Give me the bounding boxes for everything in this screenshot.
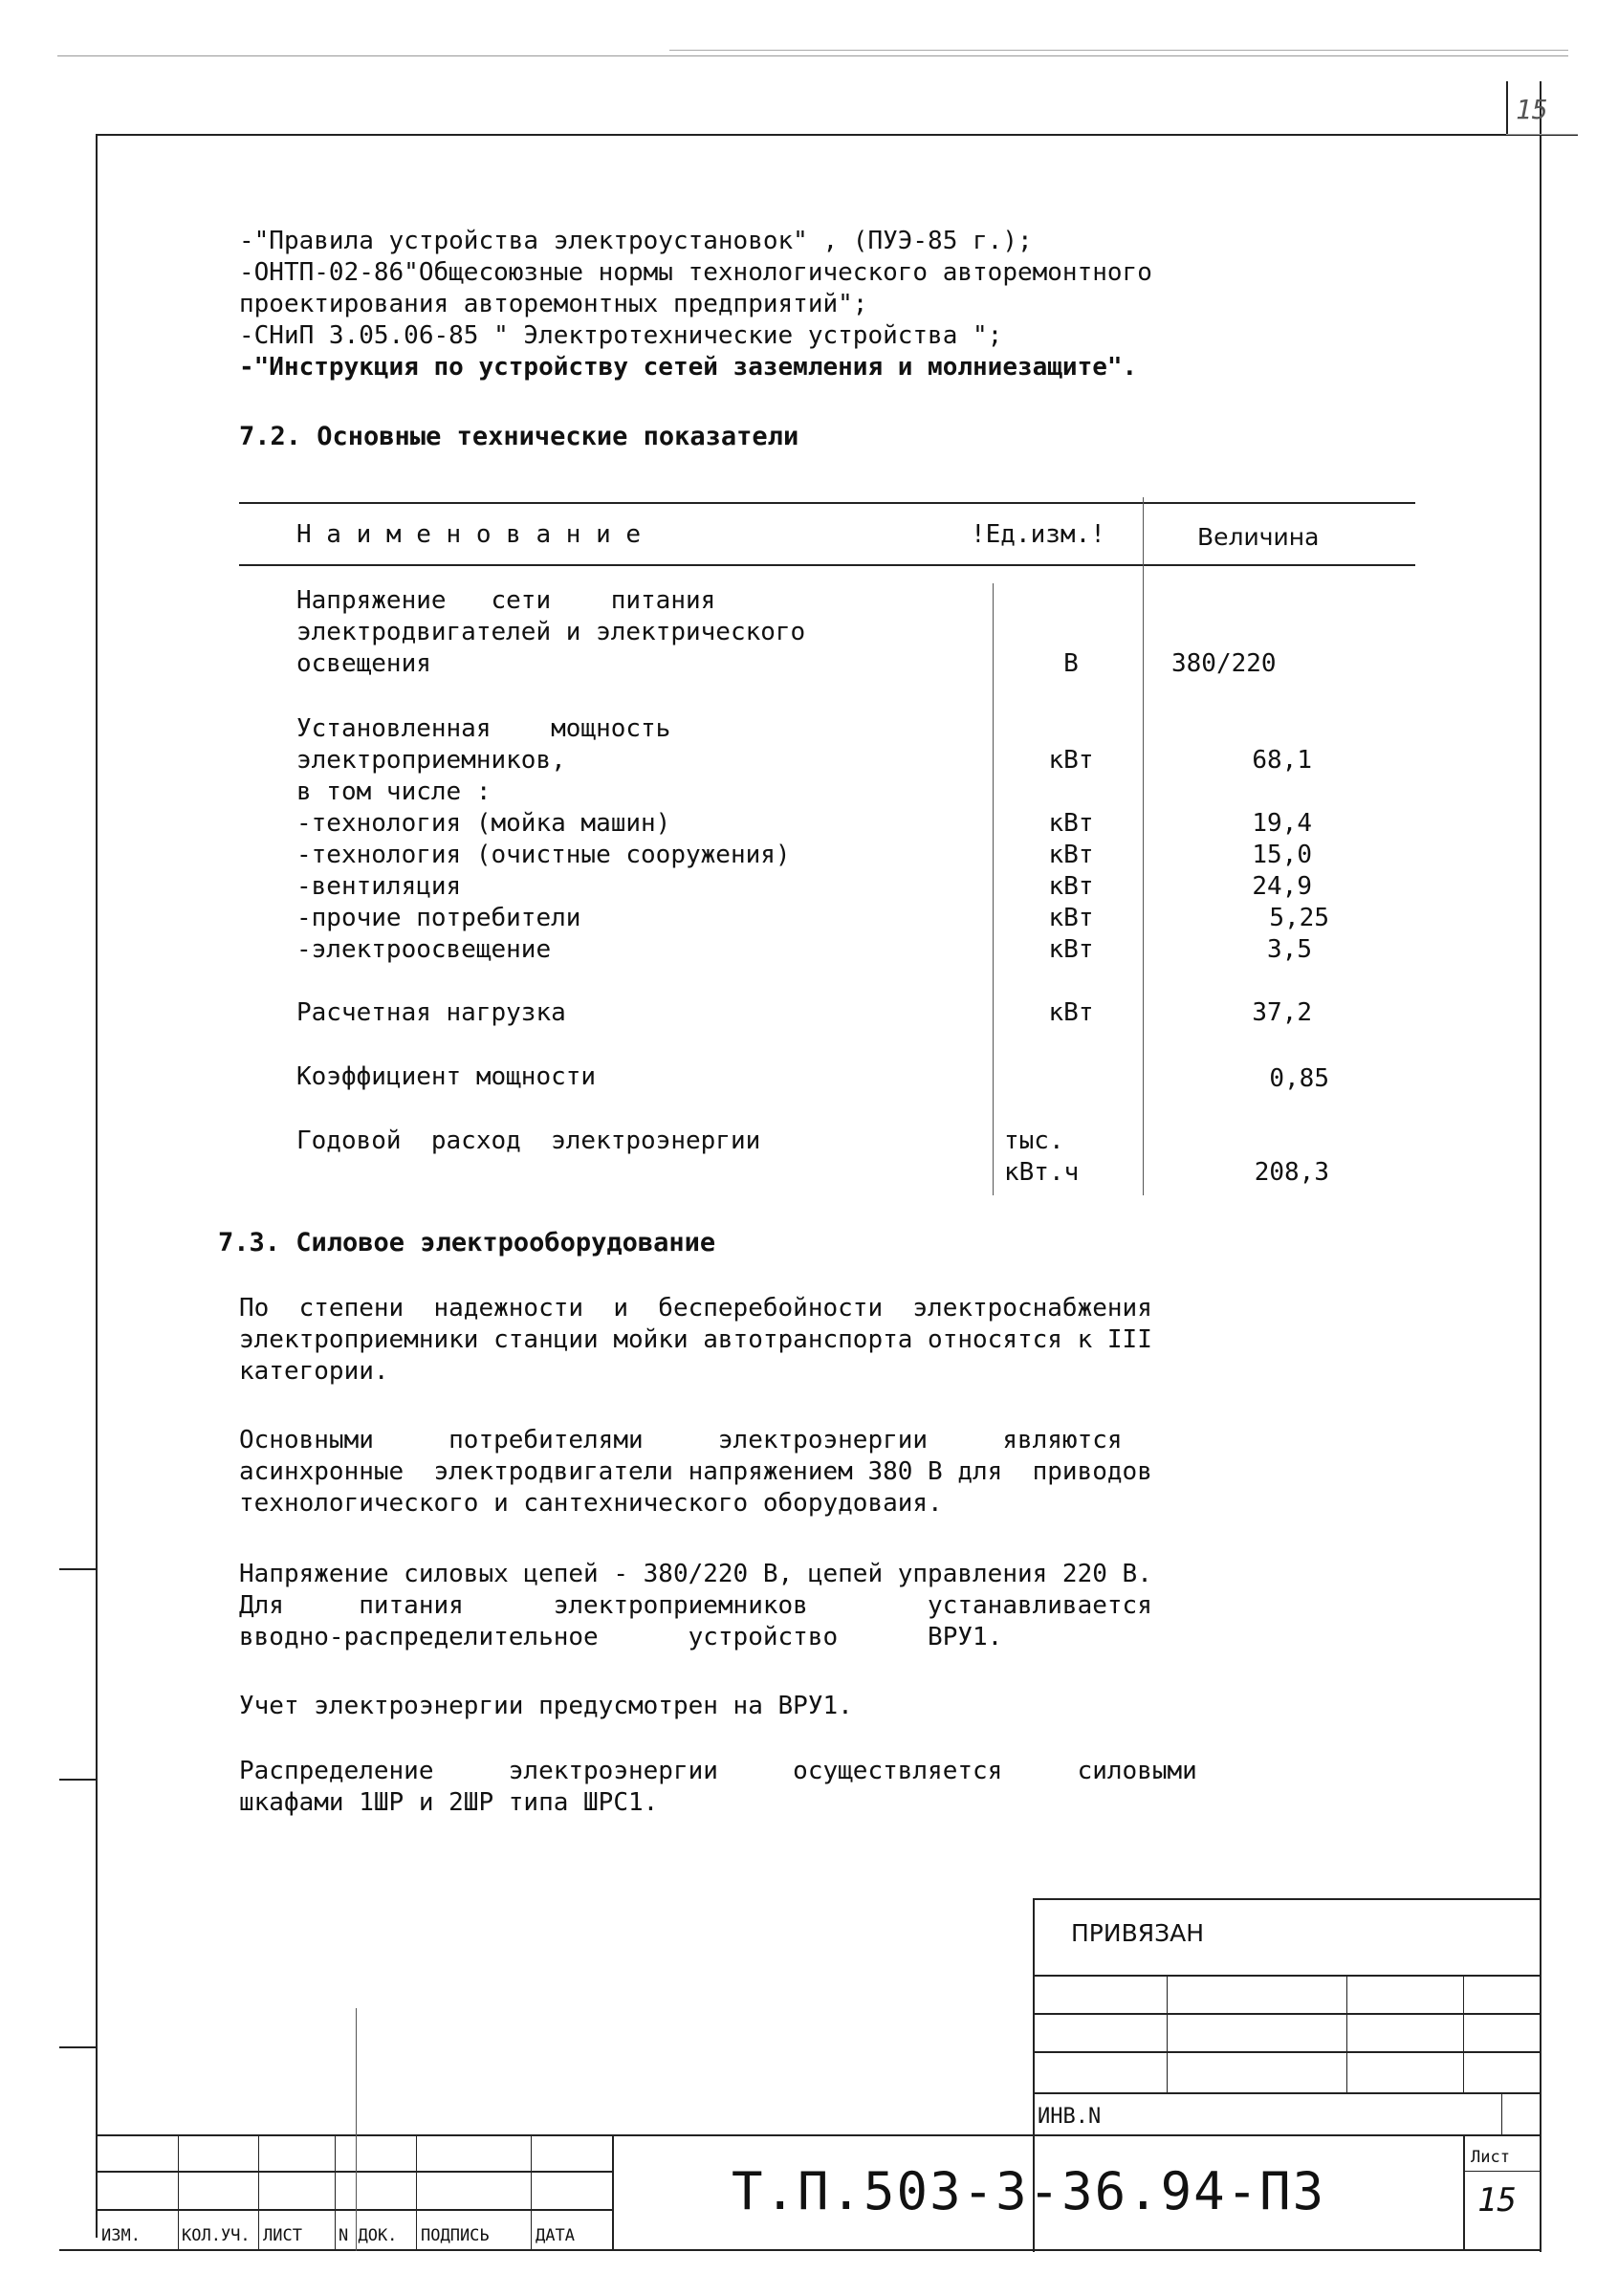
corner-sheet-number: 15	[1516, 94, 1548, 125]
corner-box-bottom	[1506, 134, 1578, 135]
table-header-rule	[239, 564, 1415, 566]
table-row-unit: кВт	[1048, 935, 1094, 964]
margin-mark-2	[59, 1779, 96, 1781]
paragraph-line: По степени надежности и бесперебойности электроснабжения	[239, 1294, 1152, 1323]
reference-line: -ОНТП-02-86"Общесоюзные нормы технологического авторемонтного	[239, 258, 1152, 287]
title-block-col-f	[531, 2134, 532, 2251]
table-header-unit: !Ед.изм.!	[971, 520, 1105, 549]
table-row-value: 380/220	[1171, 649, 1277, 678]
table-row-name: Установленная мощность	[296, 714, 671, 743]
table-row-unit: кВт	[1048, 904, 1094, 932]
sheet-box-left	[1463, 2134, 1465, 2251]
section-72-title: 7.2. Основные технические показатели	[239, 422, 799, 451]
paragraph-line: Распределение электроэнергии осуществляется силовыми	[239, 1757, 1197, 1785]
title-block-col-c	[335, 2134, 336, 2251]
sheet-label: Лист	[1471, 2148, 1510, 2167]
table-row-unit: кВт	[1048, 809, 1094, 838]
table-row-name: электродвигателей и электрического	[296, 618, 806, 646]
table-row-name: электроприемников,	[296, 746, 566, 775]
column-label-data: ДАТА	[536, 2226, 575, 2245]
column-label-n-dok: N ДОК.	[339, 2226, 398, 2245]
table-header-name: Н а и м е н о в а н и е	[296, 520, 642, 549]
paragraph-line: шкафами 1ШР и 2ШР типа ШРС1.	[239, 1788, 659, 1817]
section-73-title: 7.3. Силовое электрооборудование	[218, 1228, 716, 1257]
paragraph-line: электроприемники станции мойки автотранспорта относятся к III	[239, 1325, 1152, 1354]
table-row-value: 24,9	[1252, 872, 1312, 901]
table-row-name: Напряжение сети питания	[296, 586, 716, 615]
title-block-col-a	[178, 2134, 179, 2251]
paragraph-line: Основными потребителями электроэнергии являются	[239, 1426, 1123, 1454]
paragraph-line: Напряжение силовых цепей - 380/220 В, цепей управления 220 В.	[239, 1560, 1152, 1588]
table-header-value: Величина	[1197, 523, 1320, 551]
corner-box-left	[1506, 81, 1508, 134]
table-row-name: Расчетная нагрузка	[296, 998, 566, 1027]
table-row-name: освещения	[296, 649, 431, 678]
top-scan-line-2	[669, 50, 1568, 51]
stamp-row-4	[1033, 2092, 1540, 2094]
table-row-value: 68,1	[1252, 746, 1312, 775]
table-row-value: 0,85	[1269, 1064, 1329, 1093]
title-block-col-d	[356, 2008, 357, 2251]
table-row-value: 3,5	[1267, 935, 1312, 964]
frame-right	[1540, 81, 1541, 2252]
table-row-unit: кВт	[1048, 841, 1094, 869]
table-row-value: 5,25	[1269, 904, 1329, 932]
title-block-col-b	[258, 2134, 259, 2251]
table-row-name: в том числе :	[296, 777, 492, 806]
table-row-unit: кВт	[1048, 746, 1094, 775]
table-row-unit: кВт	[1048, 998, 1094, 1027]
title-block-row-2	[96, 2209, 612, 2211]
sheet-number: 15	[1477, 2181, 1517, 2219]
reference-line: -СНиП 3.05.06-85 " Электротехнические устройства ";	[239, 321, 1003, 350]
table-row-name: -технология (очистные сооружения)	[296, 841, 791, 869]
table-row-value: 208,3	[1254, 1158, 1329, 1187]
stamp-col-3	[1463, 1975, 1464, 2092]
table-row-name: Годовой расход электроэнергии	[296, 1126, 761, 1155]
table-row-value: 19,4	[1252, 809, 1312, 838]
margin-mark-4	[59, 2249, 96, 2251]
margin-mark-1	[59, 1568, 96, 1570]
paragraph-line: вводно-распределительное устройство ВРУ1.	[239, 1623, 1003, 1651]
reference-line: -"Правила устройства электроустановок" , (ПУЭ-85 г.);	[239, 227, 1033, 255]
table-row-unit: В	[1063, 649, 1079, 678]
paragraph-line: категории.	[239, 1357, 389, 1386]
stamp-col-2	[1346, 1975, 1347, 2092]
frame-left	[96, 134, 98, 2238]
paragraph-line: технологического и сантехнического оборудоваия.	[239, 1489, 943, 1518]
title-block-row-1	[96, 2171, 612, 2173]
stamp-block-top	[1033, 1898, 1540, 1900]
stamp-col-4	[1501, 2092, 1502, 2134]
stamp-col-1	[1167, 1975, 1168, 2092]
frame-bottom	[96, 2249, 1540, 2251]
title-block-col-end	[612, 2134, 614, 2251]
table-row-unit: тыс.	[1004, 1126, 1064, 1155]
table-row-unit: кВт.ч	[1004, 1158, 1080, 1187]
reference-line: проектирования авторемонтных предприятий";	[239, 290, 868, 318]
margin-mark-3	[59, 2046, 96, 2048]
reference-line: -"Инструкция по устройству сетей заземления и молниезащите".	[239, 353, 1138, 382]
table-row-name: -электроосвещение	[296, 935, 552, 964]
table-col-sep-1	[993, 583, 994, 1195]
table-top-rule	[239, 502, 1415, 504]
title-block-col-e	[416, 2134, 417, 2251]
privyazan-label: ПРИВЯЗАН	[1071, 1919, 1205, 1947]
paragraph-line: асинхронные электродвигатели напряжением 380 В для приводов	[239, 1457, 1152, 1486]
top-scan-line	[57, 55, 1568, 56]
table-row-name: Коэффициент мощности	[296, 1062, 597, 1091]
column-label-list: ЛИСТ	[263, 2226, 302, 2245]
table-row-value: 37,2	[1252, 998, 1312, 1027]
column-label-kol-uch: КОЛ.УЧ.	[182, 2226, 251, 2245]
table-row-name: -технология (мойка машин)	[296, 809, 671, 838]
frame-top	[96, 134, 1578, 136]
title-block-top	[96, 2134, 1540, 2136]
table-row-value: 15,0	[1252, 841, 1312, 869]
table-row-name: -вентиляция	[296, 872, 462, 901]
inv-no-label: ИНВ.N	[1038, 2105, 1102, 2129]
paragraph-line: Учет электроэнергии предусмотрен на ВРУ1.	[239, 1692, 853, 1720]
paragraph-line: Для питания электроприемников устанавливается	[239, 1591, 1152, 1620]
table-row-name: -прочие потребители	[296, 904, 581, 932]
document-code: Т.П.503-3-36.94-ПЗ	[732, 2161, 1326, 2221]
table-row-unit: кВт	[1048, 872, 1094, 901]
column-label-izm: ИЗМ.	[101, 2226, 141, 2245]
column-label-podpis: ПОДПИСЬ	[421, 2226, 490, 2245]
